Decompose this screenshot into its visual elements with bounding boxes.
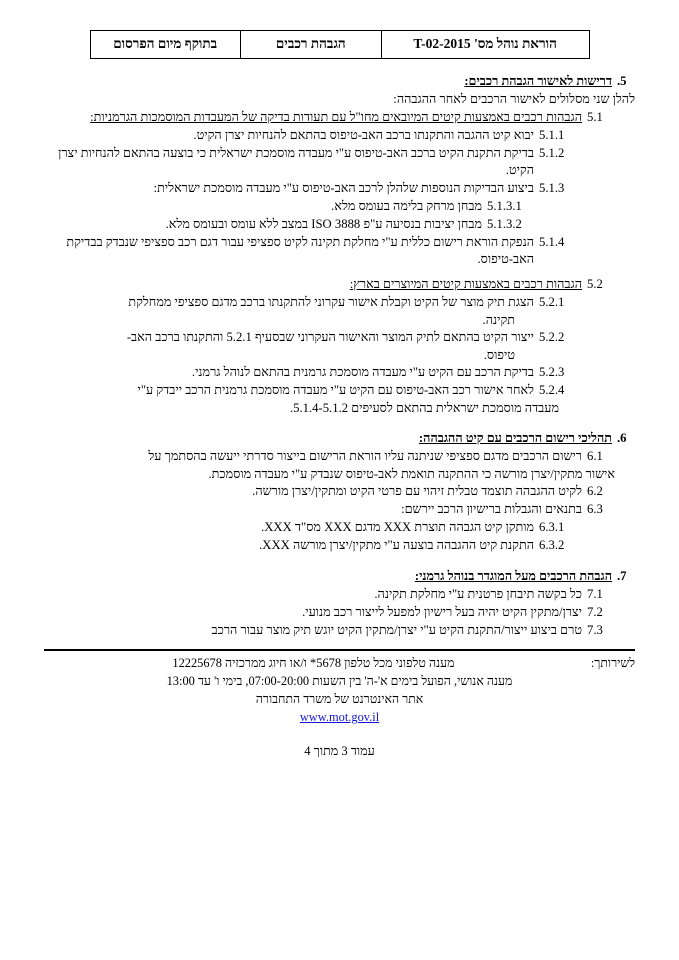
spacer — [44, 555, 635, 562]
footer-website-link-wrap — [44, 709, 635, 727]
item-5-1-3-2-text: מבחן יציבות בנסיעה ע"פ ISO 3888 במצב ללא עומס ובעומס מלא. — [165, 217, 482, 231]
section-6 — [44, 430, 635, 554]
section-5-lead-text: להלן שני מסלולים לאישור הרכבים לאחר ההגבהה: — [393, 91, 635, 106]
item-7-2-text: יצרן/מתקין הקיט יהיה בעל רישיון למפעל לייצור רכב מנועי. — [302, 605, 582, 620]
section-5 — [44, 73, 635, 417]
document-body — [44, 73, 635, 760]
item-5-2-4 — [44, 382, 635, 399]
item-7-1-number: 7.1 — [587, 587, 603, 602]
section-7-title: הגבהת הרכבים מעל המוגדר בנוהל גרמני: — [414, 569, 612, 584]
item-5-1-number: 5.1 — [587, 109, 603, 124]
footer-hours-line: מענה אנושי, הפועל בימים א'-ה' בין השעות 07:00-20:00, בימי ו' עד 13:00 — [166, 674, 513, 689]
footer-divider — [44, 649, 635, 651]
item-5-2-4-continuation: מעבדה מוסמכת ישראלית בהתאם לסעיפים 5.1.4-5.1.2. — [289, 401, 559, 416]
item-6-2-number: 6.2 — [587, 484, 603, 499]
item-5-1-3-1-number: 5.1.3.1 — [487, 198, 522, 213]
item-7-2 — [44, 604, 635, 621]
section-6-number: 6. — [617, 431, 627, 446]
item-6-1-text: רישום הרכבים מדגם ספציפי שניתנה עליו הוראת הרישום בייצור סדרתי ייעשה בהסתמך על — [148, 449, 582, 464]
item-5-1-2-text: בדיקת התקנת הקיט ברכב האב-טיפוס ע"י מעבדה מוסמכת ישראלית כי בוצעה בהתאם להנחיות יצרן הקיט. — [58, 145, 534, 177]
item-5-2-4-text: לאחר אישור רכב האב-טיפוס עם הקיט ע"י מעבדה מוסמכת גרמנית הרכב ייבדק ע"י — [137, 383, 534, 398]
section-6-heading — [44, 430, 635, 447]
ministry-website-link[interactable]: www.mot.gov.il — [299, 710, 380, 725]
spacer — [44, 417, 635, 424]
item-7-1-text: כל בקשה תיבחן פרטנית ע"י מחלקת תקינה. — [374, 587, 582, 602]
item-6-2-text: לקיט ההגבהה תוצמד טבלית זיהוי עם פרטי הקיט ומתקין/יצרן מורשה. — [252, 484, 582, 499]
document-footer — [44, 655, 635, 727]
item-5-2-2-continuation: טיפוס. — [483, 348, 515, 363]
item-5-2-2-number: 5.2.2 — [539, 330, 565, 345]
item-5-1 — [44, 109, 635, 126]
item-6-3-1-number: 6.3.1 — [539, 520, 565, 535]
item-5-2-2 — [44, 329, 635, 346]
item-5-2-1 — [44, 294, 635, 311]
item-5-2-3-text: בדיקת הרכב עם הקיט ע"י מעבדה מוסמכת גרמנית בהתאם לנוהל גרמני. — [191, 365, 534, 380]
item-5-1-1 — [44, 127, 635, 144]
item-5-1-3 — [44, 180, 635, 197]
item-5-2-number: 5.2 — [587, 277, 603, 292]
section-5-lead — [44, 91, 635, 108]
item-6-1-continuation: אישור מתקין/יצרן מורשה כי ההתקנה תואמת לאב-טיפוס שנבדק ע"י מעבדה מוסמכת. — [208, 467, 615, 482]
item-5-1-4 — [44, 234, 635, 268]
item-5-2-1-text: הצגת תיק מוצר של הקיט וקבלת אישור עקרוני להתקנתו ברכב מדגם ספציפי ממחלקת — [128, 295, 534, 310]
header-row — [90, 31, 589, 59]
footer-website-line — [44, 691, 635, 709]
item-5-2-4-number: 5.2.4 — [539, 383, 565, 398]
item-6-3-1-text: מותקן קיט הגבהה תוצרת XXX מדגם XXX מס"ד XXX. — [261, 520, 534, 535]
item-5-1-3-number: 5.1.3 — [539, 180, 565, 195]
item-5-2-1-number: 5.2.1 — [539, 295, 565, 310]
item-5-1-1-text: יבוא קיט ההגבה והתקנתו ברכב האב-טיפוס בהתאם להנחיות יצרן הקיט. — [193, 127, 534, 142]
section-5-heading — [44, 73, 635, 90]
item-7-1 — [44, 586, 635, 603]
page-number: עמוד 3 מתוך 4 — [304, 744, 375, 759]
item-7-2-number: 7.2 — [587, 605, 603, 620]
header-cell-subject: הגבהת רכבים — [240, 31, 381, 59]
item-6-3-number: 6.3 — [587, 502, 603, 517]
item-5-1-3-text: ביצוע הבדיקות הנוספות שלהלן לרכב האב-טיפוס ע"י מעבדה מוסמכת ישראלית: — [153, 180, 534, 195]
item-5-2-3-number: 5.2.3 — [539, 365, 565, 380]
item-5-2-title: הגבהות רכבים באמצעות קיטים המיוצרים בארץ: — [349, 277, 582, 292]
item-7-3 — [44, 622, 635, 639]
header-cell-validity: בתוקף מיום הפרסום — [90, 31, 240, 59]
item-5-2-3 — [44, 364, 635, 381]
item-5-2 — [44, 276, 635, 293]
item-6-3-text: בתנאים והגבלות ברישיון הרכב יירשם: — [401, 502, 582, 517]
item-5-1-3-2 — [44, 216, 635, 233]
item-5-1-4-text: הנפקת הוראת רישום כללית ע"י מחלקת תקינה לקיט ספציפי עבור דגם רכב ספציפי שנבדק בבדיקת האב-טיפוס. — [66, 235, 534, 267]
item-5-1-1-number: 5.1.1 — [539, 127, 565, 142]
item-7-3-text: טרם ביצוע ייצור/התקנת הקיט ע"י יצרן/מתקין הקיט יוגש תיק מוצר עבור הרכב — [211, 623, 582, 638]
item-6-3-2-text: התקנת קיט ההגבהה בוצעה ע"י מתקין/יצרן מורשה XXX. — [259, 538, 534, 553]
item-5-2-1-continuation: תקינה. — [482, 313, 515, 328]
footer-label: לשירותך: — [590, 656, 635, 671]
section-7-heading — [44, 568, 635, 585]
item-6-3-1 — [44, 519, 635, 536]
item-5-1-3-2-number: 5.1.3.2 — [487, 217, 522, 231]
document-header-table — [90, 30, 590, 59]
header-cell-procedure-number: הוראת נוהל מס' T-02-2015 — [381, 31, 589, 59]
item-7-3-number: 7.3 — [587, 623, 603, 638]
item-5-1-2-number: 5.1.2 — [539, 145, 565, 160]
spacer — [44, 269, 635, 276]
footer-contact-line — [44, 655, 635, 673]
item-6-2 — [44, 483, 635, 500]
item-6-3-2 — [44, 537, 635, 554]
item-5-1-2 — [44, 145, 635, 179]
item-6-3 — [44, 501, 635, 518]
item-5-1-3-1-text: מבחן מרחק בלימה בעומס מלא. — [331, 198, 482, 213]
item-6-1 — [44, 448, 635, 465]
item-6-1-number: 6.1 — [587, 449, 603, 464]
section-5-title: דרישות לאישור הגבהת רכבים: — [464, 73, 612, 88]
section-6-title: תהליכי רישום הרכבים עם קיט ההגבהה: — [418, 431, 612, 446]
item-5-1-3-1 — [44, 198, 635, 215]
item-5-2-2-text: ייצור הקיט בהתאם לתיק המוצר והאישור העקרוני שבסעיף 5.2.1 והתקנתו ברכב האב- — [126, 330, 534, 345]
section-7-number: 7. — [617, 569, 627, 584]
item-5-1-4-number: 5.1.4 — [539, 235, 565, 250]
item-6-3-2-number: 6.3.2 — [539, 538, 565, 553]
item-5-1-title: הגבהות רכבים באמצעות קיטים המיובאים מחו"ל עם תעודות בדיקה של המעבדות המוסמכות הגרמניות: — [90, 109, 582, 124]
footer-website-label: אתר האינטרנט של משרד התחבורה — [255, 692, 424, 707]
footer-phone-line: מענה טלפוני מכל טלפון 5678* ו/או חיוג ממרכזיה 12225678 — [172, 656, 455, 671]
section-5-number: 5. — [617, 73, 627, 88]
section-7 — [44, 568, 635, 639]
